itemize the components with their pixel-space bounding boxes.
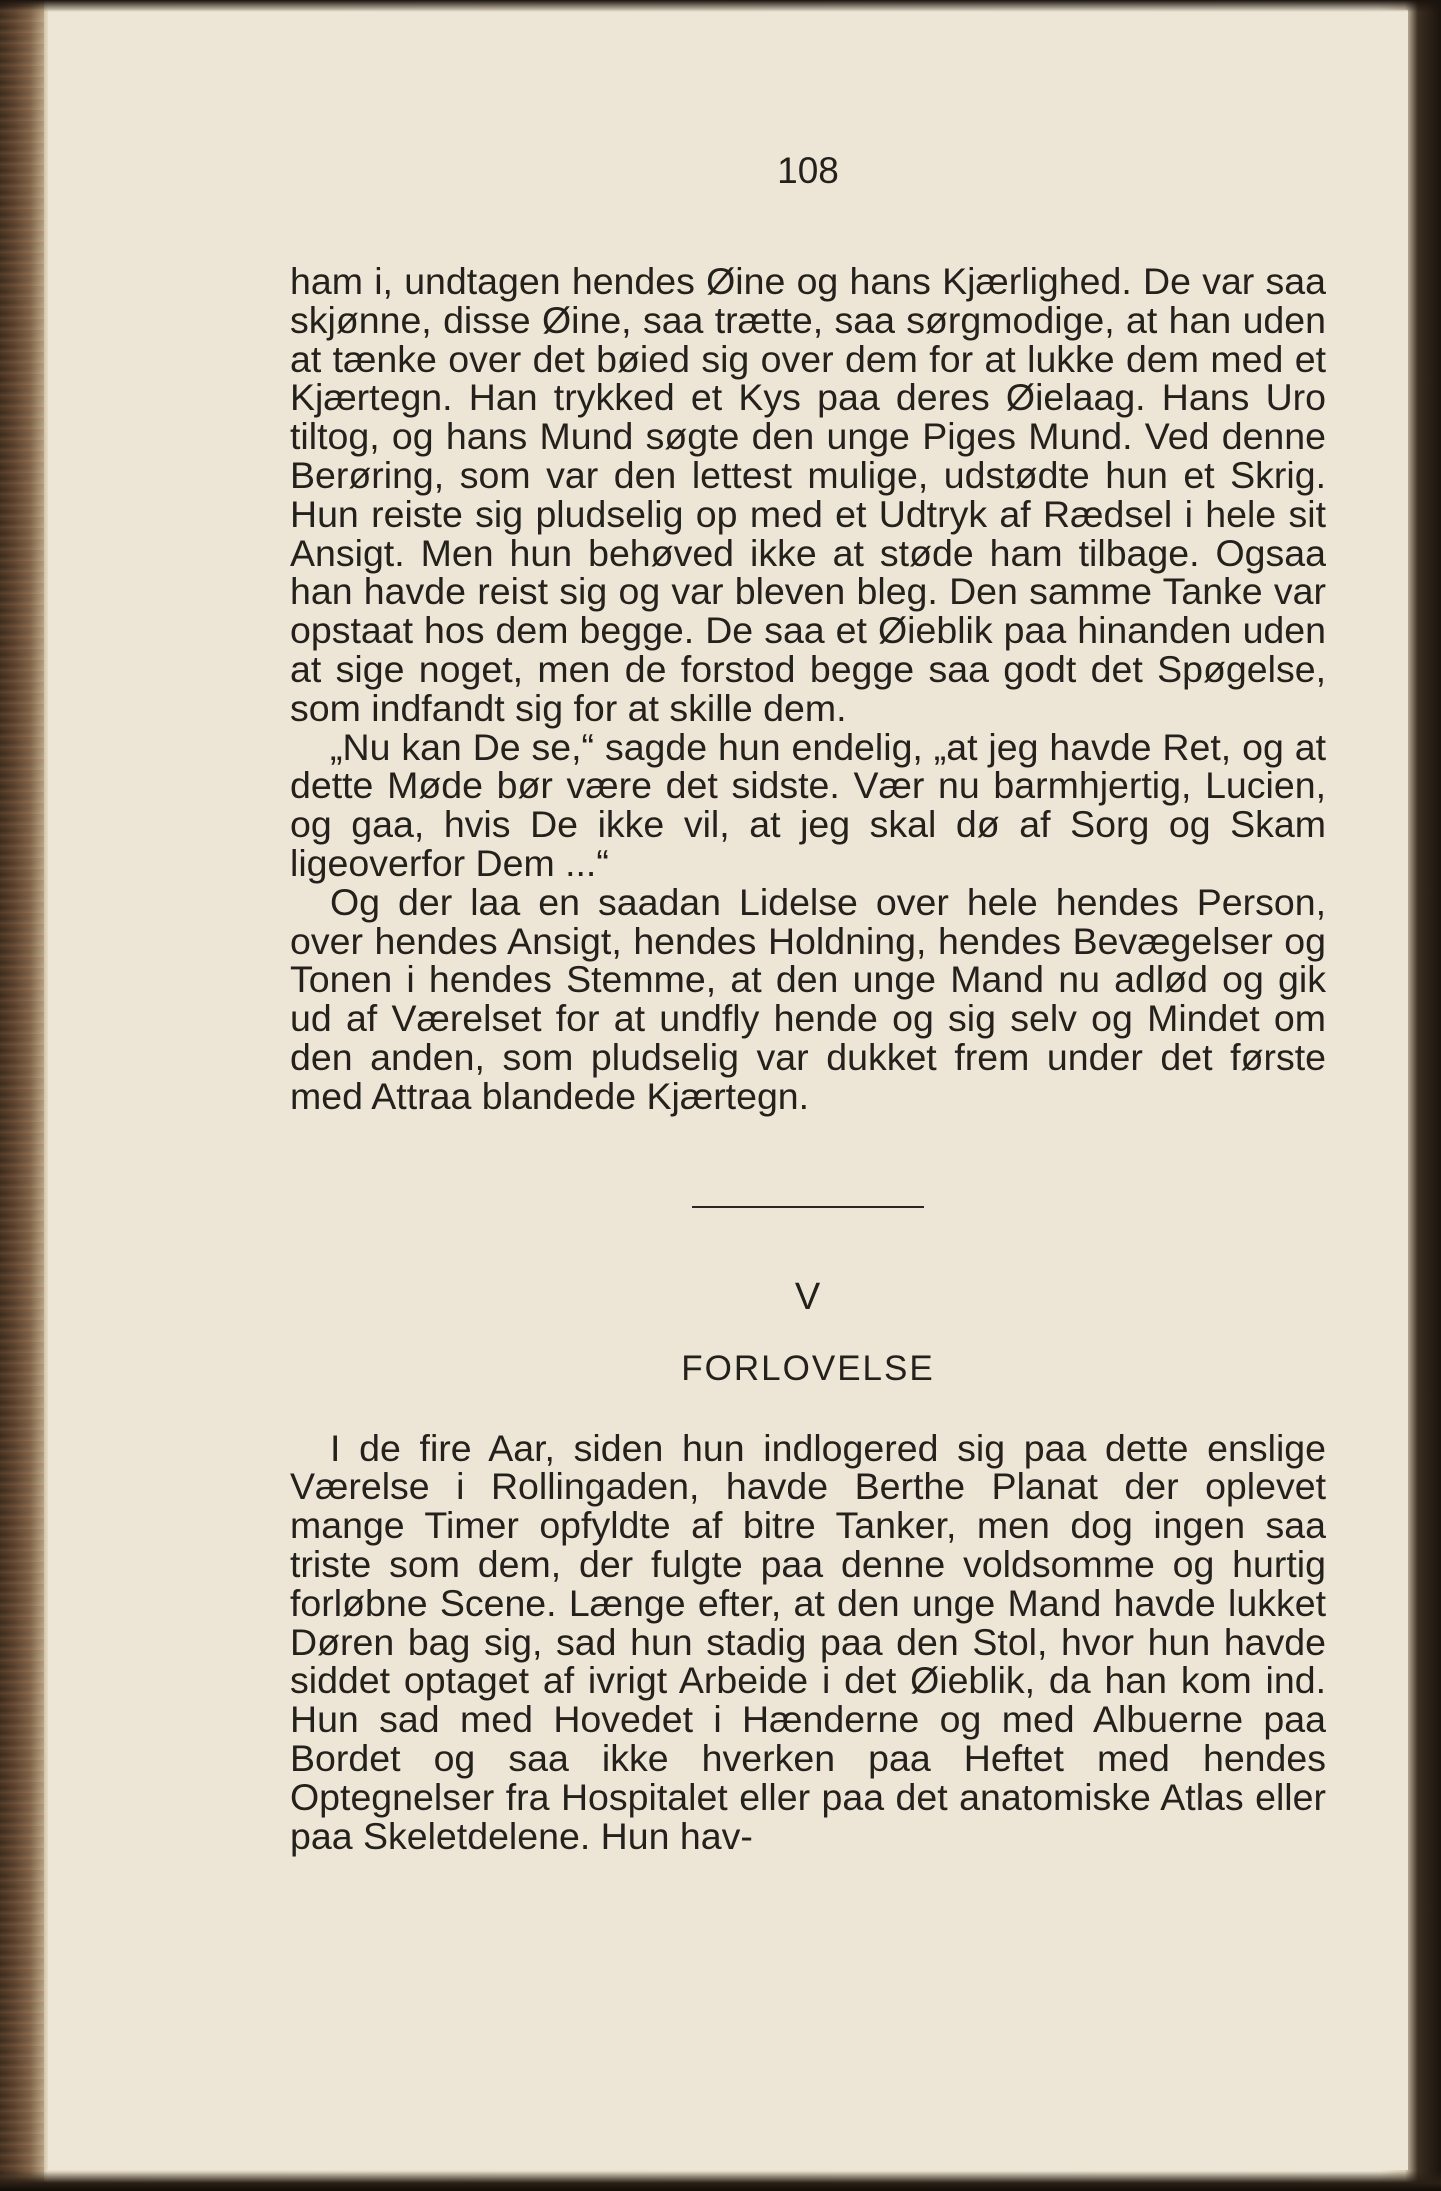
paragraph-departure: Og der laa en saadan Lidelse over hele hendes Person, over hendes Ansigt, hendes Holdning, hendes Bevægelser og Tonen i hendes Stemme, at den unge Mand nu adlød og gik ud af Værelset for at undfly hende og sig selv og Mindet om den anden, som pludselig var dukket frem under det første med Attraa blandede Kjærtegn. [290, 880, 1326, 1117]
paragraph-dialogue: „Nu kan De se,“ sagde hun endelig, „at jeg havde Ret, og at dette Møde bør være det sidste. Vær nu barmhjertig, Lucien, og gaa, hvis De ikke vil, at jeg skal dø af Sorg og Skam ligeoverfor Dem ...“ [290, 725, 1326, 884]
section-divider-rule [692, 1206, 924, 1208]
body-text [290, 262, 1326, 1116]
top-edge-shadow [0, 0, 1441, 12]
chapter-opening-paragraph: I de fire Aar, siden hun indlogered sig paa dette enslige Værelse i Rollingaden, havde Berthe Planat der oplevet mange Timer opfyldte af bitre Tanker, men dog ingen saa triste som dem, der fulgte paa denne voldsomme og hurtig forløbne Scene. Længe efter, at den unge Mand havde lukket Døren bag sig, sad hun stadig paa den Stol, hvor hun havde siddet optaget af ivrigt Arbeide i det Øieblik, da han kom ind. Hun sad med Hovedet i Hænderne og med Albuerne paa Bordet og saa ikke hverken paa Heftet med hendes Optegnelser fra Hospitalet eller paa det anatomiske Atlas eller paa Skeletdelene. Hun hav- [290, 1426, 1326, 1857]
bottom-edge-shadow [0, 2171, 1441, 2191]
chapter-title: FORLOVELSE [681, 1348, 935, 1388]
book-spine-edge [0, 0, 44, 2191]
page-content [290, 150, 1326, 1855]
paragraph-continued: ham i, undtagen hendes Øine og hans Kjærlighed. De var saa skjønne, disse Øine, saa trætte, saa sørgmodige, at han uden at tænke over det bøied sig over dem for at lukke dem med et Kjærtegn. Han trykked et Kys paa deres Øielaag. Hans Uro tiltog, og hans Mund søgte den unge Piges Mund. Ved denne Berøring, som var den lettest mulige, udstødte hun et Skrig. Hun reiste sig pludselig op med et Udtryk af Rædsel i hele sit Ansigt. Men hun behøved ikke at støde ham tilbage. Ogsaa han havde reist sig og var bleven bleg. Den samme Tanke var opstaat hos dem begge. De saa et Øieblik paa hinanden uden at sige noget, men de forstod begge saa godt det Spøgelse, som indfandt sig for at skille dem. [290, 260, 1326, 729]
chapter-number: V [794, 1275, 822, 1318]
page-number: 108 [777, 150, 839, 191]
chapter-body-text [290, 1426, 1326, 1857]
